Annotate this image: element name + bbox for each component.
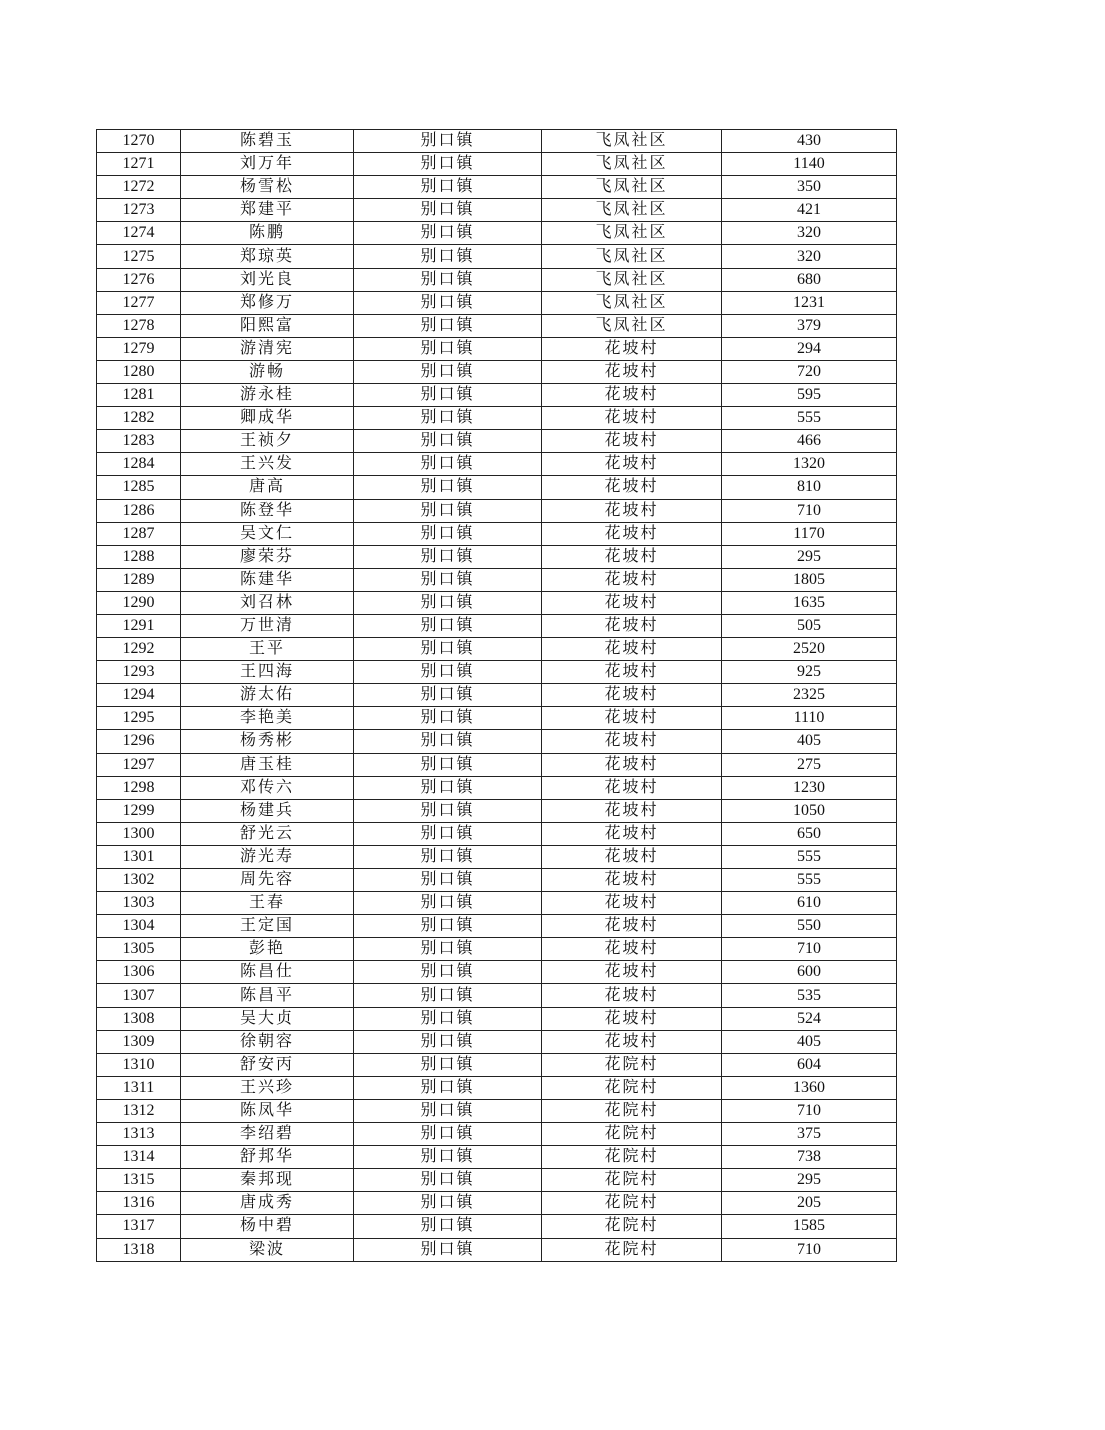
cell-serial-number: 1271 bbox=[97, 153, 181, 176]
cell-serial-number: 1302 bbox=[97, 869, 181, 892]
cell-amount: 710 bbox=[722, 499, 897, 522]
table-row bbox=[97, 1030, 897, 1053]
cell-village: 花坡村 bbox=[542, 499, 722, 522]
cell-amount: 1320 bbox=[722, 453, 897, 476]
cell-town: 别口镇 bbox=[354, 499, 542, 522]
cell-village: 花坡村 bbox=[542, 384, 722, 407]
cell-person-name: 李绍碧 bbox=[181, 1123, 354, 1146]
table-row bbox=[97, 499, 897, 522]
cell-village: 花院村 bbox=[542, 1215, 722, 1238]
table-row bbox=[97, 661, 897, 684]
cell-amount: 505 bbox=[722, 614, 897, 637]
cell-village: 花坡村 bbox=[542, 591, 722, 614]
cell-amount: 1140 bbox=[722, 153, 897, 176]
table-row bbox=[97, 1123, 897, 1146]
cell-person-name: 王祯夕 bbox=[181, 430, 354, 453]
cell-town: 别口镇 bbox=[354, 199, 542, 222]
cell-person-name: 舒光云 bbox=[181, 822, 354, 845]
cell-village: 花坡村 bbox=[542, 730, 722, 753]
cell-town: 别口镇 bbox=[354, 938, 542, 961]
cell-person-name: 唐高 bbox=[181, 476, 354, 499]
cell-serial-number: 1280 bbox=[97, 360, 181, 383]
cell-person-name: 舒安丙 bbox=[181, 1053, 354, 1076]
cell-town: 别口镇 bbox=[354, 1215, 542, 1238]
cell-amount: 550 bbox=[722, 915, 897, 938]
cell-person-name: 游畅 bbox=[181, 360, 354, 383]
cell-village: 花坡村 bbox=[542, 892, 722, 915]
cell-serial-number: 1298 bbox=[97, 776, 181, 799]
cell-amount: 535 bbox=[722, 984, 897, 1007]
cell-amount: 710 bbox=[722, 1238, 897, 1261]
cell-person-name: 游永桂 bbox=[181, 384, 354, 407]
table-row bbox=[97, 961, 897, 984]
cell-amount: 430 bbox=[722, 130, 897, 153]
cell-town: 别口镇 bbox=[354, 1146, 542, 1169]
cell-serial-number: 1290 bbox=[97, 591, 181, 614]
cell-serial-number: 1303 bbox=[97, 892, 181, 915]
cell-person-name: 邓传六 bbox=[181, 776, 354, 799]
cell-person-name: 唐玉桂 bbox=[181, 753, 354, 776]
cell-amount: 1360 bbox=[722, 1076, 897, 1099]
table-row bbox=[97, 1053, 897, 1076]
cell-serial-number: 1297 bbox=[97, 753, 181, 776]
cell-village: 花院村 bbox=[542, 1099, 722, 1122]
cell-person-name: 秦邦现 bbox=[181, 1169, 354, 1192]
cell-village: 花坡村 bbox=[542, 684, 722, 707]
cell-village: 花坡村 bbox=[542, 568, 722, 591]
cell-person-name: 游清宪 bbox=[181, 337, 354, 360]
cell-amount: 555 bbox=[722, 407, 897, 430]
table-row bbox=[97, 938, 897, 961]
table-row bbox=[97, 799, 897, 822]
cell-village: 花院村 bbox=[542, 1169, 722, 1192]
cell-serial-number: 1316 bbox=[97, 1192, 181, 1215]
cell-town: 别口镇 bbox=[354, 707, 542, 730]
table-row bbox=[97, 453, 897, 476]
table-row bbox=[97, 430, 897, 453]
table-row bbox=[97, 1215, 897, 1238]
cell-village: 花坡村 bbox=[542, 453, 722, 476]
cell-village: 花坡村 bbox=[542, 776, 722, 799]
cell-serial-number: 1305 bbox=[97, 938, 181, 961]
cell-person-name: 彭艳 bbox=[181, 938, 354, 961]
cell-village: 花院村 bbox=[542, 1192, 722, 1215]
table-row bbox=[97, 614, 897, 637]
cell-person-name: 万世清 bbox=[181, 614, 354, 637]
cell-serial-number: 1291 bbox=[97, 614, 181, 637]
table-row bbox=[97, 730, 897, 753]
table-row bbox=[97, 407, 897, 430]
cell-person-name: 杨中碧 bbox=[181, 1215, 354, 1238]
table-row bbox=[97, 1099, 897, 1122]
table-row bbox=[97, 822, 897, 845]
cell-amount: 710 bbox=[722, 938, 897, 961]
cell-town: 别口镇 bbox=[354, 245, 542, 268]
cell-town: 别口镇 bbox=[354, 869, 542, 892]
cell-village: 花坡村 bbox=[542, 545, 722, 568]
cell-village: 花坡村 bbox=[542, 753, 722, 776]
cell-town: 别口镇 bbox=[354, 1099, 542, 1122]
table-row bbox=[97, 199, 897, 222]
cell-person-name: 王四海 bbox=[181, 661, 354, 684]
cell-person-name: 吴文仁 bbox=[181, 522, 354, 545]
table-row bbox=[97, 869, 897, 892]
cell-amount: 1805 bbox=[722, 568, 897, 591]
table-row bbox=[97, 268, 897, 291]
cell-village: 花坡村 bbox=[542, 1030, 722, 1053]
table-row bbox=[97, 153, 897, 176]
cell-person-name: 刘万年 bbox=[181, 153, 354, 176]
cell-town: 别口镇 bbox=[354, 638, 542, 661]
cell-village: 飞凤社区 bbox=[542, 199, 722, 222]
cell-serial-number: 1292 bbox=[97, 638, 181, 661]
table-row bbox=[97, 314, 897, 337]
cell-town: 别口镇 bbox=[354, 1076, 542, 1099]
table-row bbox=[97, 568, 897, 591]
cell-town: 别口镇 bbox=[354, 453, 542, 476]
cell-town: 别口镇 bbox=[354, 614, 542, 637]
cell-village: 飞凤社区 bbox=[542, 245, 722, 268]
cell-village: 花坡村 bbox=[542, 476, 722, 499]
cell-amount: 1635 bbox=[722, 591, 897, 614]
table-row bbox=[97, 176, 897, 199]
cell-town: 别口镇 bbox=[354, 661, 542, 684]
cell-serial-number: 1282 bbox=[97, 407, 181, 430]
cell-serial-number: 1276 bbox=[97, 268, 181, 291]
table-row bbox=[97, 545, 897, 568]
table-row bbox=[97, 591, 897, 614]
table-row bbox=[97, 845, 897, 868]
cell-village: 花院村 bbox=[542, 1238, 722, 1261]
table-row bbox=[97, 1192, 897, 1215]
cell-serial-number: 1311 bbox=[97, 1076, 181, 1099]
cell-person-name: 刘光良 bbox=[181, 268, 354, 291]
table-row bbox=[97, 245, 897, 268]
cell-town: 别口镇 bbox=[354, 799, 542, 822]
cell-amount: 405 bbox=[722, 1030, 897, 1053]
cell-amount: 421 bbox=[722, 199, 897, 222]
cell-town: 别口镇 bbox=[354, 430, 542, 453]
cell-person-name: 杨秀彬 bbox=[181, 730, 354, 753]
cell-amount: 555 bbox=[722, 869, 897, 892]
cell-serial-number: 1279 bbox=[97, 337, 181, 360]
cell-village: 花坡村 bbox=[542, 938, 722, 961]
cell-amount: 524 bbox=[722, 1007, 897, 1030]
cell-amount: 600 bbox=[722, 961, 897, 984]
table-row bbox=[97, 130, 897, 153]
cell-amount: 405 bbox=[722, 730, 897, 753]
cell-town: 别口镇 bbox=[354, 476, 542, 499]
cell-village: 花坡村 bbox=[542, 430, 722, 453]
cell-town: 别口镇 bbox=[354, 568, 542, 591]
cell-town: 别口镇 bbox=[354, 130, 542, 153]
cell-town: 别口镇 bbox=[354, 222, 542, 245]
cell-town: 别口镇 bbox=[354, 545, 542, 568]
cell-village: 花坡村 bbox=[542, 638, 722, 661]
cell-amount: 320 bbox=[722, 245, 897, 268]
cell-village: 花院村 bbox=[542, 1146, 722, 1169]
cell-serial-number: 1288 bbox=[97, 545, 181, 568]
table-row bbox=[97, 1238, 897, 1261]
cell-village: 花坡村 bbox=[542, 661, 722, 684]
cell-serial-number: 1315 bbox=[97, 1169, 181, 1192]
cell-amount: 595 bbox=[722, 384, 897, 407]
cell-village: 花院村 bbox=[542, 1053, 722, 1076]
table-row bbox=[97, 684, 897, 707]
cell-town: 别口镇 bbox=[354, 360, 542, 383]
cell-amount: 610 bbox=[722, 892, 897, 915]
cell-amount: 1170 bbox=[722, 522, 897, 545]
cell-serial-number: 1293 bbox=[97, 661, 181, 684]
cell-amount: 466 bbox=[722, 430, 897, 453]
table-row bbox=[97, 892, 897, 915]
cell-person-name: 卿成华 bbox=[181, 407, 354, 430]
cell-amount: 1110 bbox=[722, 707, 897, 730]
cell-village: 飞凤社区 bbox=[542, 268, 722, 291]
cell-serial-number: 1284 bbox=[97, 453, 181, 476]
cell-town: 别口镇 bbox=[354, 314, 542, 337]
cell-town: 别口镇 bbox=[354, 961, 542, 984]
cell-serial-number: 1295 bbox=[97, 707, 181, 730]
cell-serial-number: 1278 bbox=[97, 314, 181, 337]
cell-amount: 320 bbox=[722, 222, 897, 245]
cell-serial-number: 1304 bbox=[97, 915, 181, 938]
cell-serial-number: 1275 bbox=[97, 245, 181, 268]
cell-person-name: 舒邦华 bbox=[181, 1146, 354, 1169]
cell-person-name: 游光寿 bbox=[181, 845, 354, 868]
cell-town: 别口镇 bbox=[354, 384, 542, 407]
cell-village: 花坡村 bbox=[542, 845, 722, 868]
cell-person-name: 廖荣芬 bbox=[181, 545, 354, 568]
cell-town: 别口镇 bbox=[354, 176, 542, 199]
table-row bbox=[97, 337, 897, 360]
cell-serial-number: 1289 bbox=[97, 568, 181, 591]
cell-serial-number: 1300 bbox=[97, 822, 181, 845]
cell-town: 别口镇 bbox=[354, 1238, 542, 1261]
cell-person-name: 王兴发 bbox=[181, 453, 354, 476]
cell-person-name: 梁波 bbox=[181, 1238, 354, 1261]
cell-person-name: 王定国 bbox=[181, 915, 354, 938]
cell-serial-number: 1272 bbox=[97, 176, 181, 199]
cell-amount: 738 bbox=[722, 1146, 897, 1169]
data-table bbox=[96, 129, 897, 1262]
cell-village: 花坡村 bbox=[542, 522, 722, 545]
cell-town: 别口镇 bbox=[354, 1053, 542, 1076]
cell-amount: 350 bbox=[722, 176, 897, 199]
cell-serial-number: 1313 bbox=[97, 1123, 181, 1146]
cell-town: 别口镇 bbox=[354, 984, 542, 1007]
cell-village: 飞凤社区 bbox=[542, 222, 722, 245]
cell-serial-number: 1310 bbox=[97, 1053, 181, 1076]
cell-serial-number: 1312 bbox=[97, 1099, 181, 1122]
cell-town: 别口镇 bbox=[354, 153, 542, 176]
cell-amount: 650 bbox=[722, 822, 897, 845]
cell-town: 别口镇 bbox=[354, 1123, 542, 1146]
cell-town: 别口镇 bbox=[354, 776, 542, 799]
cell-village: 花院村 bbox=[542, 1123, 722, 1146]
cell-town: 别口镇 bbox=[354, 753, 542, 776]
cell-serial-number: 1283 bbox=[97, 430, 181, 453]
cell-serial-number: 1277 bbox=[97, 291, 181, 314]
table-row bbox=[97, 1007, 897, 1030]
cell-person-name: 周先容 bbox=[181, 869, 354, 892]
cell-serial-number: 1274 bbox=[97, 222, 181, 245]
cell-amount: 205 bbox=[722, 1192, 897, 1215]
table-row bbox=[97, 1146, 897, 1169]
cell-village: 花坡村 bbox=[542, 961, 722, 984]
cell-village: 飞凤社区 bbox=[542, 291, 722, 314]
cell-serial-number: 1309 bbox=[97, 1030, 181, 1053]
cell-amount: 1585 bbox=[722, 1215, 897, 1238]
cell-town: 别口镇 bbox=[354, 407, 542, 430]
cell-serial-number: 1286 bbox=[97, 499, 181, 522]
cell-amount: 379 bbox=[722, 314, 897, 337]
table-row bbox=[97, 476, 897, 499]
cell-village: 花坡村 bbox=[542, 360, 722, 383]
cell-person-name: 王兴珍 bbox=[181, 1076, 354, 1099]
cell-village: 花坡村 bbox=[542, 1007, 722, 1030]
cell-village: 花坡村 bbox=[542, 799, 722, 822]
cell-town: 别口镇 bbox=[354, 684, 542, 707]
cell-town: 别口镇 bbox=[354, 1030, 542, 1053]
cell-serial-number: 1294 bbox=[97, 684, 181, 707]
cell-person-name: 郑建平 bbox=[181, 199, 354, 222]
table-row bbox=[97, 522, 897, 545]
cell-amount: 295 bbox=[722, 1169, 897, 1192]
table-row bbox=[97, 1169, 897, 1192]
cell-person-name: 吴大贞 bbox=[181, 1007, 354, 1030]
cell-town: 别口镇 bbox=[354, 1169, 542, 1192]
cell-person-name: 陈登华 bbox=[181, 499, 354, 522]
cell-person-name: 陈碧玉 bbox=[181, 130, 354, 153]
table-row bbox=[97, 384, 897, 407]
cell-town: 别口镇 bbox=[354, 892, 542, 915]
table-row bbox=[97, 753, 897, 776]
cell-village: 花坡村 bbox=[542, 915, 722, 938]
cell-person-name: 阳熙富 bbox=[181, 314, 354, 337]
table-row bbox=[97, 915, 897, 938]
cell-amount: 2325 bbox=[722, 684, 897, 707]
cell-person-name: 陈建华 bbox=[181, 568, 354, 591]
table-row bbox=[97, 1076, 897, 1099]
table-row bbox=[97, 360, 897, 383]
cell-amount: 275 bbox=[722, 753, 897, 776]
cell-serial-number: 1318 bbox=[97, 1238, 181, 1261]
cell-village: 花坡村 bbox=[542, 337, 722, 360]
table-row bbox=[97, 776, 897, 799]
cell-person-name: 杨建兵 bbox=[181, 799, 354, 822]
cell-serial-number: 1270 bbox=[97, 130, 181, 153]
cell-serial-number: 1299 bbox=[97, 799, 181, 822]
cell-person-name: 唐成秀 bbox=[181, 1192, 354, 1215]
cell-person-name: 徐朝容 bbox=[181, 1030, 354, 1053]
cell-serial-number: 1314 bbox=[97, 1146, 181, 1169]
cell-person-name: 郑修万 bbox=[181, 291, 354, 314]
cell-person-name: 刘召林 bbox=[181, 591, 354, 614]
cell-village: 花坡村 bbox=[542, 869, 722, 892]
cell-serial-number: 1287 bbox=[97, 522, 181, 545]
cell-town: 别口镇 bbox=[354, 915, 542, 938]
cell-amount: 294 bbox=[722, 337, 897, 360]
cell-person-name: 杨雪松 bbox=[181, 176, 354, 199]
cell-serial-number: 1308 bbox=[97, 1007, 181, 1030]
cell-town: 别口镇 bbox=[354, 268, 542, 291]
cell-village: 花坡村 bbox=[542, 984, 722, 1007]
cell-amount: 295 bbox=[722, 545, 897, 568]
cell-person-name: 陈昌平 bbox=[181, 984, 354, 1007]
table-row bbox=[97, 638, 897, 661]
cell-village: 花坡村 bbox=[542, 407, 722, 430]
cell-serial-number: 1306 bbox=[97, 961, 181, 984]
cell-amount: 2520 bbox=[722, 638, 897, 661]
cell-village: 花坡村 bbox=[542, 707, 722, 730]
cell-town: 别口镇 bbox=[354, 822, 542, 845]
cell-village: 飞凤社区 bbox=[542, 314, 722, 337]
cell-village: 飞凤社区 bbox=[542, 130, 722, 153]
cell-amount: 720 bbox=[722, 360, 897, 383]
cell-person-name: 王春 bbox=[181, 892, 354, 915]
cell-village: 花坡村 bbox=[542, 614, 722, 637]
cell-village: 花院村 bbox=[542, 1076, 722, 1099]
cell-town: 别口镇 bbox=[354, 337, 542, 360]
cell-town: 别口镇 bbox=[354, 845, 542, 868]
cell-person-name: 王平 bbox=[181, 638, 354, 661]
cell-town: 别口镇 bbox=[354, 1192, 542, 1215]
cell-amount: 1231 bbox=[722, 291, 897, 314]
cell-person-name: 李艳美 bbox=[181, 707, 354, 730]
cell-serial-number: 1281 bbox=[97, 384, 181, 407]
cell-amount: 680 bbox=[722, 268, 897, 291]
cell-amount: 1230 bbox=[722, 776, 897, 799]
cell-amount: 604 bbox=[722, 1053, 897, 1076]
cell-serial-number: 1301 bbox=[97, 845, 181, 868]
cell-person-name: 游太佑 bbox=[181, 684, 354, 707]
cell-serial-number: 1296 bbox=[97, 730, 181, 753]
cell-amount: 710 bbox=[722, 1099, 897, 1122]
table-row bbox=[97, 291, 897, 314]
cell-serial-number: 1317 bbox=[97, 1215, 181, 1238]
cell-serial-number: 1307 bbox=[97, 984, 181, 1007]
cell-town: 别口镇 bbox=[354, 291, 542, 314]
table-row bbox=[97, 707, 897, 730]
cell-town: 别口镇 bbox=[354, 522, 542, 545]
table-body bbox=[97, 130, 897, 1262]
cell-amount: 1050 bbox=[722, 799, 897, 822]
cell-town: 别口镇 bbox=[354, 730, 542, 753]
cell-person-name: 陈鹏 bbox=[181, 222, 354, 245]
cell-village: 花坡村 bbox=[542, 822, 722, 845]
cell-serial-number: 1285 bbox=[97, 476, 181, 499]
cell-village: 飞凤社区 bbox=[542, 153, 722, 176]
table-row bbox=[97, 222, 897, 245]
cell-person-name: 郑琼英 bbox=[181, 245, 354, 268]
cell-amount: 555 bbox=[722, 845, 897, 868]
table-row bbox=[97, 984, 897, 1007]
cell-town: 别口镇 bbox=[354, 591, 542, 614]
cell-amount: 810 bbox=[722, 476, 897, 499]
cell-person-name: 陈凤华 bbox=[181, 1099, 354, 1122]
cell-amount: 375 bbox=[722, 1123, 897, 1146]
cell-amount: 925 bbox=[722, 661, 897, 684]
cell-person-name: 陈昌仕 bbox=[181, 961, 354, 984]
cell-serial-number: 1273 bbox=[97, 199, 181, 222]
cell-town: 别口镇 bbox=[354, 1007, 542, 1030]
cell-village: 飞凤社区 bbox=[542, 176, 722, 199]
